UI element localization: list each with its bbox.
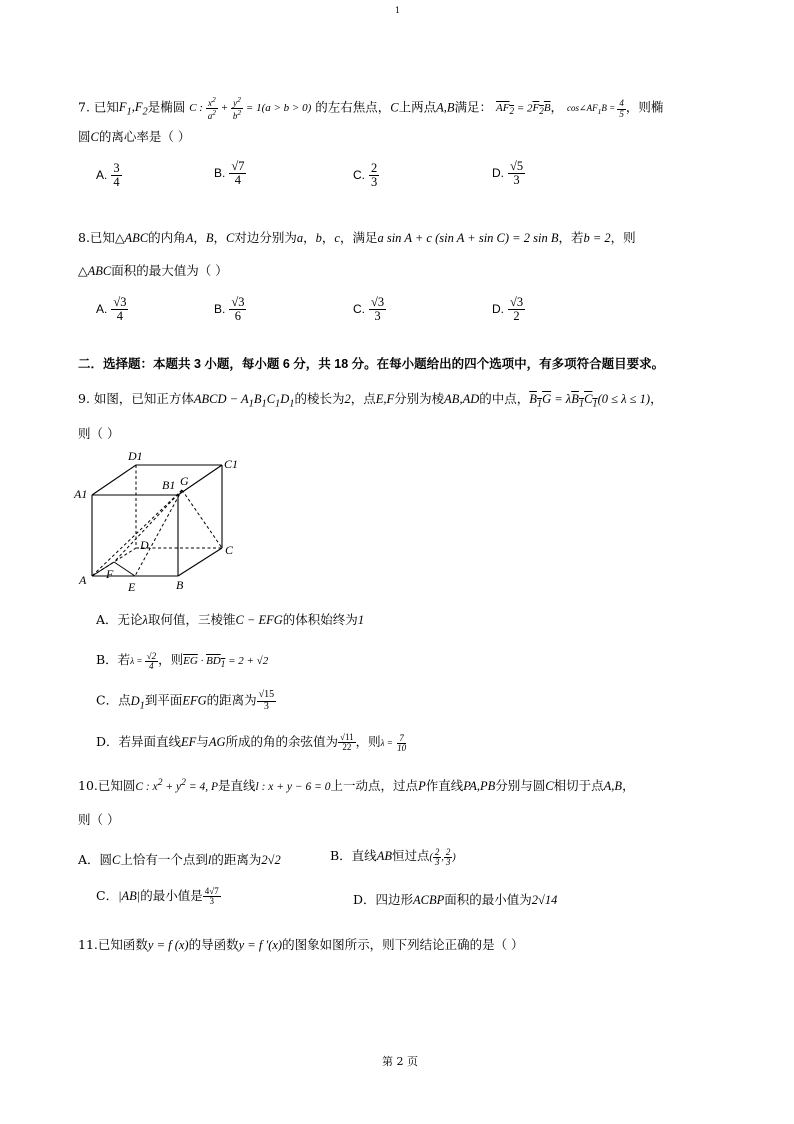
math-cos-cond: $\cos\angle AF_1B$ = $\frac{4}{5}$: [567, 98, 624, 119]
q8-option-b[interactable]: B. $\frac{√3}{6}$: [214, 295, 245, 324]
q10-option-a[interactable]: A．圆C上恰有一个点到l的距离为2√2: [78, 852, 281, 867]
q10-line1: 10.已知圆C : $x^2 + y^2 = 4$, P是直线l : x + y − 6 = 0上一动点，过点P作直线PA,PB分别与圆C相切于点A,B，: [78, 777, 635, 793]
q7-line1: 7. 已知$F_1,F_2$是椭圆 C : $\frac{x^2}{a^2}$ + $\frac{y^2}{b^2}$ = 1(a > b > 0) 的左右焦点，C上两点A,B满足： $AF_2 = 2F_2B$， $\cos\angle AF_1B$ = $\frac{4}{5}$ ，则椭: [78, 95, 664, 122]
q9-line2: 则（ ）: [78, 426, 120, 441]
q8-option-d[interactable]: D. $\frac{√3}{2}$: [492, 295, 524, 324]
label-e: E: [128, 580, 136, 594]
q8-option-c[interactable]: C. $\frac{√3}{3}$: [353, 295, 385, 324]
label-g: G: [180, 474, 189, 488]
q10-option-d[interactable]: D．四边形ACBP面积的最小值为2√14: [353, 892, 558, 907]
q9-option-b[interactable]: B．若λ = $\frac{√2}{4}$ ，则$\overline{EG} \cdot BD_1 = 2 + √2$: [96, 651, 269, 672]
q9-option-d[interactable]: D．若异面直线EF与AG所成的角的余弦值为 $\frac{√11}{22}$ ，则λ = $\frac{7}{10}$: [96, 731, 407, 754]
math-f1f2: $F_1,F_2$: [118, 100, 148, 118]
q10-option-c[interactable]: C．|AB|的最小值是 $\frac{4√7}{3}$: [96, 885, 219, 906]
label-d1: D1: [128, 449, 143, 463]
label-b1: B1: [162, 478, 176, 492]
label-f: F: [106, 567, 114, 581]
math-q8-condition: a sin A + c (sin A + sin C) = 2 sin B: [377, 231, 559, 245]
top-mark: 1: [395, 6, 401, 15]
q7-option-d[interactable]: D. $\frac{√5}{3}$: [492, 159, 524, 188]
q10-option-b[interactable]: B．直线AB恒过点( $\frac{2}{3}$ , $\frac{2}{3}$ ): [330, 846, 456, 868]
label-c1: C1: [224, 457, 239, 471]
q9-option-a[interactable]: A．无论λ取何值，三棱锥C − EFG的体积始终为1: [96, 612, 365, 627]
label-d: D: [140, 538, 149, 552]
q8-line2: △ABC面积的最大值为（ ）: [78, 263, 228, 278]
q7-line2: 圆C的离心率是（ ）: [78, 129, 191, 144]
q7-option-c[interactable]: C. $\frac{2}{3}$: [353, 161, 378, 190]
q9-line1: 9. 如图，已知正方体ABCD − $A_1B_1C_1D_1$的棱长为2，点E,F分别为棱AB,AD的中点，$B_1G = \lambda B_1C_1(0 \le \lambda \le 1)$，: [78, 391, 663, 410]
label-c: C: [225, 543, 234, 557]
q9-option-c[interactable]: C．点$D_1$到平面EFG的距离为 $\frac{√15}{3}$: [96, 689, 275, 712]
q10-line2: 则（ ）: [78, 812, 120, 827]
math-ellipse: C : $\frac{x^2}{a^2}$ + $\frac{y^2}{b^2}$ = 1(a > b > 0): [189, 95, 312, 122]
q11-line1: 11.已知函数y = f (x)的导函数y = f ′(x)的图象如图所示，则下列结论正确的是（ ）: [78, 937, 524, 952]
q8-option-a[interactable]: A. $\frac{√3}{4}$: [96, 295, 127, 324]
section2-heading: 二．选择题：本题共 3 小题，每小题 6 分，共 18 分。在每小题给出的四个选项中，有多项符合题目要求。: [78, 357, 665, 371]
label-a1: A1: [74, 487, 88, 501]
q7-option-a[interactable]: A. $\frac{3}{4}$: [96, 161, 120, 190]
math-vector-cond: $AF_2 = 2F_2B$: [496, 102, 551, 117]
q7-option-b[interactable]: B. $\frac{√7}{4}$: [214, 159, 245, 188]
page-number: 第 2 页: [382, 1055, 418, 1068]
math-q9-vector: $B_1G = \lambda B_1C_1(0 \le \lambda \le 1)$: [529, 392, 651, 410]
label-a: A: [79, 573, 87, 587]
q8-line1: 8.已知△ABC的内角A，B，C对边分别为a，b，c，满足a sin A + c (sin A + sin C) = 2 sin B，若b = 2，则: [78, 230, 636, 245]
label-b: B: [176, 578, 184, 592]
cube-figure: [70, 448, 250, 598]
